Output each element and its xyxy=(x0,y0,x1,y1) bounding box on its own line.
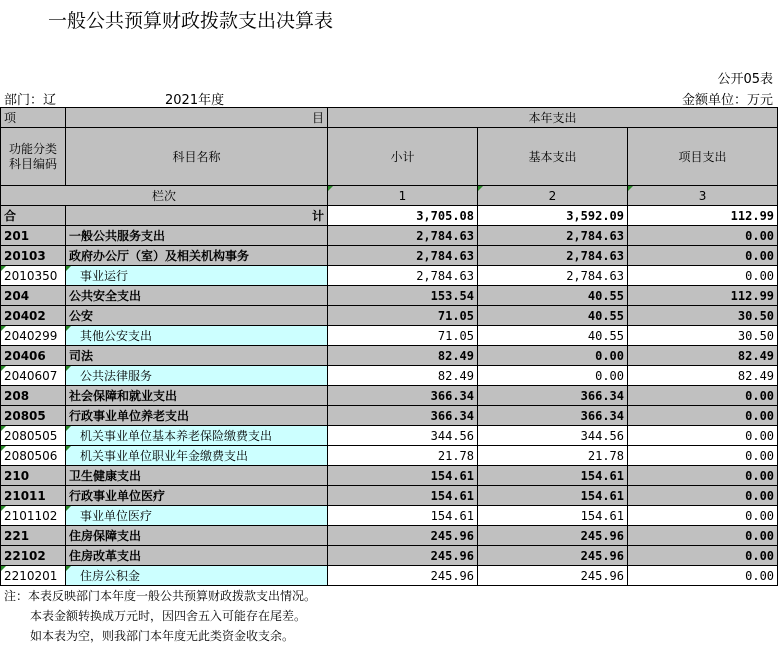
row-project: 30.50 xyxy=(628,306,778,326)
row-name: 公共安全支出 xyxy=(66,286,328,306)
row-project: 30.50 xyxy=(628,326,778,346)
row-basic: 40.55 xyxy=(478,306,628,326)
row-code: 210 xyxy=(1,466,66,486)
row-basic: 245.96 xyxy=(478,546,628,566)
row-subtotal: 154.61 xyxy=(328,506,478,526)
row-subtotal: 245.96 xyxy=(328,566,478,586)
row-name: 行政事业单位医疗 xyxy=(66,486,328,506)
row-project: 0.00 xyxy=(628,386,778,406)
total-subtotal: 3,705.08 xyxy=(328,206,478,226)
row-code: 20402 xyxy=(1,306,66,326)
fiscal-year: 2021年度 xyxy=(165,93,225,108)
row-project: 0.00 xyxy=(628,246,778,266)
table-row xyxy=(1,566,778,586)
row-project: 0.00 xyxy=(628,566,778,586)
header-col-label: 栏次 xyxy=(1,186,328,206)
row-code: 22102 xyxy=(1,546,66,566)
table-row xyxy=(1,286,778,306)
header-basic: 基本支出 xyxy=(478,128,628,186)
row-code: 204 xyxy=(1,286,66,306)
row-name: 卫生健康支出 xyxy=(66,466,328,486)
row-basic: 154.61 xyxy=(478,506,628,526)
row-project: 0.00 xyxy=(628,506,778,526)
header-subject-name: 科目名称 xyxy=(66,128,328,186)
row-project: 0.00 xyxy=(628,426,778,446)
header-current-year: 本年支出 xyxy=(328,108,778,128)
row-basic: 2,784.63 xyxy=(478,226,628,246)
row-basic: 0.00 xyxy=(478,366,628,386)
row-name: 机关事业单位职业年金缴费支出 xyxy=(66,446,328,466)
row-name: 政府办公厅（室）及相关机构事务 xyxy=(66,246,328,266)
row-subtotal: 82.49 xyxy=(328,366,478,386)
row-code: 2010350 xyxy=(1,266,66,286)
header-mu: 目 xyxy=(66,108,328,128)
row-name: 司法 xyxy=(66,346,328,366)
row-basic: 40.55 xyxy=(478,326,628,346)
table-row xyxy=(1,546,778,566)
page-title: 一般公共预算财政拨款支出决算表 xyxy=(48,10,334,32)
row-basic: 245.96 xyxy=(478,566,628,586)
row-code: 201 xyxy=(1,226,66,246)
row-basic: 0.00 xyxy=(478,346,628,366)
row-subtotal: 21.78 xyxy=(328,446,478,466)
row-project: 0.00 xyxy=(628,486,778,506)
department-label: 部门：辽 xyxy=(4,93,57,108)
row-basic: 366.34 xyxy=(478,406,628,426)
row-subtotal: 245.96 xyxy=(328,546,478,566)
row-code: 2080505 xyxy=(1,426,66,446)
row-name: 住房改革支出 xyxy=(66,546,328,566)
row-code: 2101102 xyxy=(1,506,66,526)
table-row xyxy=(1,366,778,386)
row-subtotal: 2,784.63 xyxy=(328,226,478,246)
row-project: 0.00 xyxy=(628,466,778,486)
table-row xyxy=(1,526,778,546)
row-basic: 154.61 xyxy=(478,466,628,486)
table-row xyxy=(1,426,778,446)
row-basic: 344.56 xyxy=(478,426,628,446)
row-project: 0.00 xyxy=(628,446,778,466)
header-xiang: 项 xyxy=(1,108,66,128)
total-he: 合 xyxy=(1,206,66,226)
row-name: 事业运行 xyxy=(66,266,328,286)
row-project: 112.99 xyxy=(628,286,778,306)
row-name: 住房保障支出 xyxy=(66,526,328,546)
row-subtotal: 2,784.63 xyxy=(328,266,478,286)
row-subtotal: 82.49 xyxy=(328,346,478,366)
table-row xyxy=(1,266,778,286)
row-name: 事业单位医疗 xyxy=(66,506,328,526)
table-row xyxy=(1,406,778,426)
row-project: 0.00 xyxy=(628,406,778,426)
row-code: 20805 xyxy=(1,406,66,426)
row-subtotal: 153.54 xyxy=(328,286,478,306)
row-name: 公共法律服务 xyxy=(66,366,328,386)
form-code: 公开05表 xyxy=(717,72,773,87)
row-code: 221 xyxy=(1,526,66,546)
header-func-code: 功能分类 科目编码 xyxy=(1,128,66,186)
table-row xyxy=(1,386,778,406)
row-basic: 21.78 xyxy=(478,446,628,466)
row-basic: 245.96 xyxy=(478,526,628,546)
row-basic: 2,784.63 xyxy=(478,246,628,266)
row-name: 机关事业单位基本养老保险缴费支出 xyxy=(66,426,328,446)
row-subtotal: 245.96 xyxy=(328,526,478,546)
note-line: 如本表为空，则我部门本年度无此类资金收支余。 xyxy=(30,629,295,643)
row-code: 2040299 xyxy=(1,326,66,346)
row-name: 公安 xyxy=(66,306,328,326)
row-name: 社会保障和就业支出 xyxy=(66,386,328,406)
table-row xyxy=(1,306,778,326)
table-row xyxy=(1,506,778,526)
total-project: 112.99 xyxy=(628,206,778,226)
row-project: 0.00 xyxy=(628,526,778,546)
row-name: 一般公共服务支出 xyxy=(66,226,328,246)
row-subtotal: 344.56 xyxy=(328,426,478,446)
row-subtotal: 154.61 xyxy=(328,466,478,486)
table-row xyxy=(1,326,778,346)
row-subtotal: 71.05 xyxy=(328,306,478,326)
table-row xyxy=(1,466,778,486)
row-subtotal: 366.34 xyxy=(328,386,478,406)
header-col-3: 3 xyxy=(628,186,778,206)
row-subtotal: 154.61 xyxy=(328,486,478,506)
row-basic: 2,784.63 xyxy=(478,266,628,286)
table-row xyxy=(1,486,778,506)
row-basic: 40.55 xyxy=(478,286,628,306)
expenditure-table xyxy=(0,107,778,586)
header-project: 项目支出 xyxy=(628,128,778,186)
note-line: 注：本表反映部门本年度一般公共预算财政拨款支出情况。 xyxy=(4,589,317,603)
row-code: 2210201 xyxy=(1,566,66,586)
row-subtotal: 2,784.63 xyxy=(328,246,478,266)
total-basic: 3,592.09 xyxy=(478,206,628,226)
row-subtotal: 366.34 xyxy=(328,406,478,426)
row-project: 0.00 xyxy=(628,546,778,566)
row-subtotal: 71.05 xyxy=(328,326,478,346)
row-name: 行政事业单位养老支出 xyxy=(66,406,328,426)
row-code: 20103 xyxy=(1,246,66,266)
total-ji: 计 xyxy=(66,206,328,226)
row-name: 其他公安支出 xyxy=(66,326,328,346)
row-basic: 154.61 xyxy=(478,486,628,506)
header-col-1: 1 xyxy=(328,186,478,206)
table-row xyxy=(1,246,778,266)
row-code: 2080506 xyxy=(1,446,66,466)
table-row xyxy=(1,346,778,366)
header-subtotal: 小计 xyxy=(328,128,478,186)
row-project: 82.49 xyxy=(628,366,778,386)
row-code: 20406 xyxy=(1,346,66,366)
row-code: 2040607 xyxy=(1,366,66,386)
table-row xyxy=(1,226,778,246)
row-project: 0.00 xyxy=(628,226,778,246)
amount-unit: 金额单位：万元 xyxy=(681,93,773,108)
row-project: 82.49 xyxy=(628,346,778,366)
table-row xyxy=(1,446,778,466)
header-col-2: 2 xyxy=(478,186,628,206)
row-code: 208 xyxy=(1,386,66,406)
row-basic: 366.34 xyxy=(478,386,628,406)
notes xyxy=(4,586,316,646)
note-line: 本表金额转换成万元时，因四舍五入可能存在尾差。 xyxy=(30,609,307,623)
row-name: 住房公积金 xyxy=(66,566,328,586)
row-project: 0.00 xyxy=(628,266,778,286)
row-code: 21011 xyxy=(1,486,66,506)
